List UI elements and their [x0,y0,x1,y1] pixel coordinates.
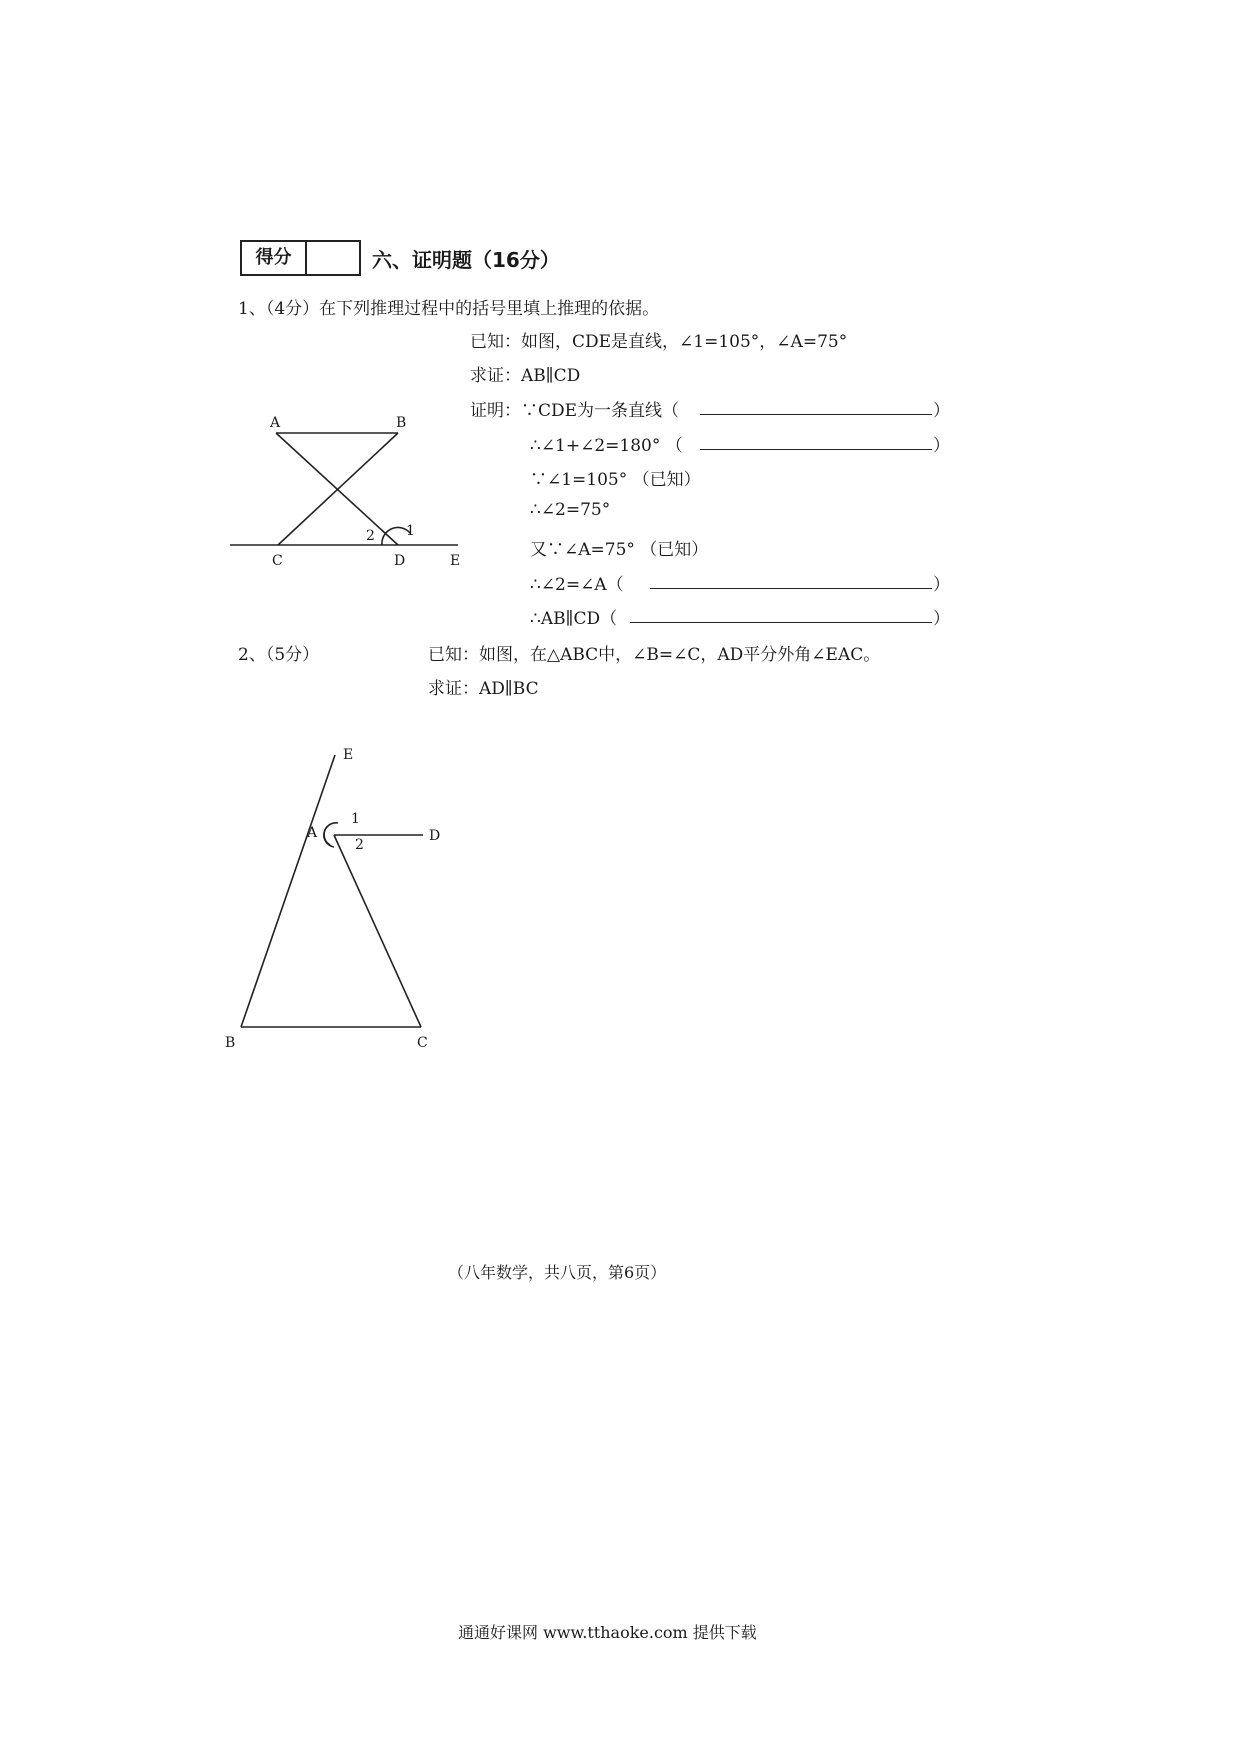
q1-label-e: E [450,553,461,569]
segment-eb [241,755,335,1027]
q1-label-b: B [396,415,407,431]
q1-close-paren-4: ） [933,609,950,629]
q1-step-7: ∴AB∥CD（ [530,609,618,629]
q1-step-2: ∴∠1+∠2=180° （ [530,436,683,456]
q2-prove: 求证：AD∥BC [428,679,539,699]
q1-figure [230,405,470,575]
q2-given: 已知：如图，在△ABC中，∠B=∠C，AD平分外角∠EAC。 [428,645,881,665]
q1-close-paren-3: ） [933,575,950,595]
q2-label-e: E [343,747,354,763]
page-info: （八年数学，共八页，第6页） [448,1263,667,1282]
q1-step-6: ∴∠2=∠A（ [530,575,624,595]
score-value-field[interactable] [307,242,359,274]
q1-prove: 求证：AB∥CD [470,366,581,386]
q2-label-d: D [429,828,441,844]
q2-label-b: B [225,1035,236,1051]
q1-label-angle-1: 1 [406,523,415,539]
angle-arc-2 [324,825,330,845]
q1-blank-1[interactable] [700,414,932,415]
q2-number: 2、（5分） [238,645,320,665]
q1-close-paren-2: ） [933,436,950,456]
q1-step-5: 又∵∠A=75° （已知） [530,540,709,560]
q2-label-angle-1: 1 [351,811,360,827]
q2-figure [225,745,465,1055]
section-title: 六、证明题（16分） [372,248,560,272]
q1-step-4: ∴∠2=75° [530,500,611,520]
q1-blank-3[interactable] [650,588,932,589]
q1-blank-2[interactable] [700,449,932,450]
score-box [240,240,361,276]
q1-label-d: D [394,553,406,569]
q2-label-angle-2: 2 [355,837,364,853]
q1-label-angle-2: 2 [366,528,375,544]
q1-number: 1、（4分）在下列推理过程中的括号里填上推理的依据。 [238,299,660,319]
q1-label-c: C [272,553,283,569]
q1-label-a: A [270,415,281,431]
q1-blank-4[interactable] [630,622,932,623]
q1-close-paren-1: ） [933,401,950,421]
score-label: 得分 [242,242,307,274]
segment-ac [334,835,421,1027]
q1-step-1: 证明：∵CDE为一条直线（ [470,401,680,421]
source-credit: 通通好课网 www.tthaoke.com 提供下载 [458,1623,757,1642]
q1-given: 已知：如图，CDE是直线，∠1=105°，∠A=75° [470,332,848,352]
q1-step-3: ∵∠1=105° （已知） [530,470,701,490]
q2-label-a: A [307,825,318,841]
q2-label-c: C [417,1035,428,1051]
